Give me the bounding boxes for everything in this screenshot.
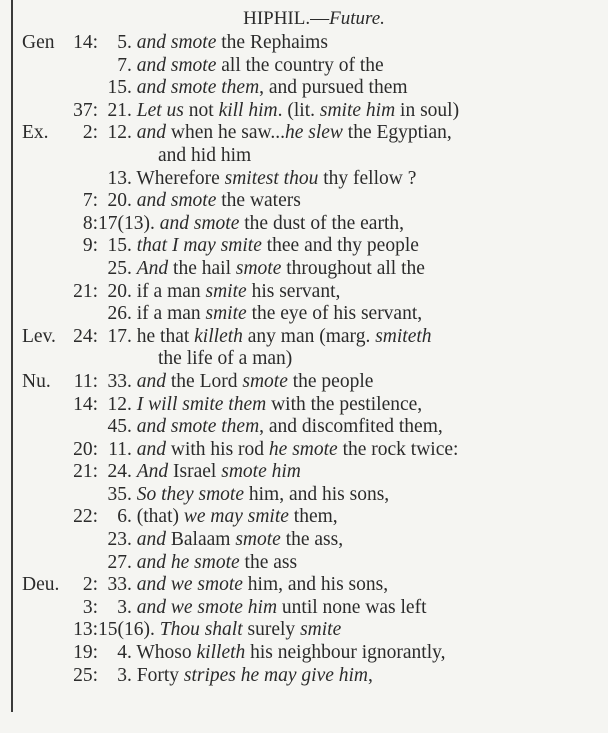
emphasized-text: smite (205, 303, 247, 325)
emphasized-text: And (136, 257, 169, 279)
entry-line (0, 574, 608, 597)
emphasized-text: he slew (284, 122, 343, 144)
emphasized-text: smote him (221, 461, 301, 483)
entry-text (98, 258, 425, 281)
verse-ref: 12 (107, 393, 127, 415)
plain-text: his neighbour ignorantly, (245, 642, 446, 664)
chapter-ref: 2: (82, 574, 98, 596)
entry-line (0, 32, 608, 55)
chapter-ref: 25: (73, 664, 98, 686)
entry-list (0, 32, 608, 687)
emphasized-text: killeth (196, 642, 246, 664)
emphasized-text: Thou shalt (159, 619, 243, 641)
plain-text: the ass, (280, 529, 344, 551)
verse-dot: . (127, 235, 137, 257)
book-name: Deu. (22, 574, 60, 596)
entry-line (0, 394, 608, 417)
verse-ref: 17 (107, 325, 127, 347)
emphasized-text: and smote them (136, 77, 260, 99)
entry-line (0, 619, 608, 642)
plain-text: the dust of the earth, (239, 212, 404, 234)
entry-text (98, 32, 328, 55)
emphasized-text: and he smote (136, 551, 240, 573)
plain-text: the people (287, 370, 374, 392)
entry-line (0, 258, 608, 281)
entry-line (0, 597, 608, 620)
chapter-ref: 7: (82, 190, 98, 212)
emphasized-text: And (136, 461, 169, 483)
plain-text: them, (288, 506, 338, 528)
emphasized-text: killeth (194, 325, 243, 347)
verse-dot: . (127, 438, 137, 460)
plain-text: with his rod (166, 438, 269, 460)
entry-line (0, 281, 608, 304)
entry-line (0, 303, 608, 326)
emphasized-text: smite him (319, 99, 396, 121)
plain-text: Whoso (136, 642, 197, 664)
plain-text: until none was left (277, 596, 427, 618)
verse-ref: 11 (108, 438, 127, 460)
verse-ref: 45 (107, 416, 127, 438)
verse-ref: 3 (117, 596, 127, 618)
plain-text: any man (marg. (242, 325, 376, 347)
verse-dot: . (127, 461, 137, 483)
verse-ref: 27 (107, 551, 127, 573)
entry-text (158, 348, 292, 371)
emphasized-text: stripes he may give him (183, 664, 369, 686)
entry-line (0, 77, 608, 100)
emphasized-text: and smote (136, 32, 217, 53)
verse-dot: . (127, 506, 137, 528)
entry-text (98, 303, 422, 326)
verse-dot: . (127, 483, 137, 505)
chapter-ref: 21: (73, 461, 98, 483)
emphasized-text: and (136, 438, 166, 460)
plain-text: the rock twice: (337, 438, 459, 460)
entry-text (98, 213, 404, 236)
verse-dot: . (127, 303, 137, 325)
plain-text: the Lord (166, 370, 243, 392)
emphasized-text: and (136, 370, 166, 392)
chapter-ref: 9: (82, 235, 98, 257)
entry-line (0, 348, 608, 371)
emphasized-text: Let us (136, 99, 184, 121)
chapter-ref: 8: (82, 212, 98, 234)
verse-ref: 20 (107, 190, 127, 212)
emphasized-text: and (136, 529, 166, 551)
entry-line (0, 461, 608, 484)
chapter-ref: 22: (73, 506, 98, 528)
chapter-ref: 3: (82, 596, 98, 618)
plain-text: not (183, 99, 219, 121)
plain-text: thy fellow ? (318, 167, 417, 189)
entry-text (98, 484, 389, 507)
chapter-ref: 24: (73, 325, 98, 347)
section-heading (0, 6, 608, 32)
verse-ref: 12 (107, 122, 127, 144)
plain-text: , and discomfited them, (259, 416, 443, 438)
plain-text: the waters (216, 190, 301, 212)
entry-text (98, 168, 416, 191)
chapter-ref: 14: (73, 393, 98, 415)
plain-text: Balaam (166, 529, 236, 551)
chapter-ref: 11: (73, 370, 98, 392)
entry-line (0, 145, 608, 168)
emphasized-text: smote (242, 370, 288, 392)
entry-text (98, 552, 297, 575)
verse-ref: 7 (117, 54, 127, 76)
verse-ref: 23 (107, 529, 127, 551)
entry-text (98, 122, 452, 145)
plain-text: his servant, (246, 280, 341, 302)
entry-line (0, 665, 608, 688)
plain-text: the life of a man) (158, 348, 293, 370)
verse-dot: . (127, 77, 137, 99)
plain-text: , and pursued them (259, 77, 408, 99)
heading-main: HIPHIL.— (243, 8, 330, 29)
entry-text (98, 461, 301, 484)
verse-ref: 15(16) (98, 619, 150, 641)
book-name: Gen (22, 32, 55, 53)
heading-sub: Future. (329, 8, 385, 29)
verse-dot: . (127, 190, 137, 212)
plain-text: in soul) (395, 99, 460, 121)
entry-text (98, 281, 340, 304)
plain-text: he that (136, 325, 195, 347)
entry-text (98, 439, 458, 462)
verse-dot: . (127, 54, 137, 76)
emphasized-text: and (136, 122, 166, 144)
plain-text: him, and his sons, (243, 483, 390, 505)
book-name: Ex. (22, 122, 49, 144)
plain-text: Israel (168, 461, 222, 483)
plain-text: with the pestilence, (266, 393, 423, 415)
plain-text: the eye of his servant, (246, 303, 423, 325)
plain-text: throughout all the (281, 257, 425, 279)
plain-text: all the country of the (216, 54, 384, 76)
verse-dot: . (127, 596, 137, 618)
entry-text (98, 55, 384, 78)
chapter-ref: 14: (73, 32, 98, 53)
entry-text (98, 394, 422, 417)
entry-text (158, 145, 251, 168)
emphasized-text: and smote (136, 54, 217, 76)
verse-dot: . (127, 280, 137, 302)
entry-line (0, 552, 608, 575)
verse-dot: . (127, 32, 137, 53)
chapter-ref: 2: (82, 122, 98, 144)
plain-text: if a man (136, 303, 206, 325)
verse-ref: 33 (107, 370, 127, 392)
entry-line (0, 439, 608, 462)
emphasized-text: kill him (218, 99, 278, 121)
plain-text: (that) (136, 506, 184, 528)
entry-text (98, 326, 432, 349)
entry-line (0, 235, 608, 258)
chapter-ref: 13: (73, 619, 98, 641)
plain-text: the hail (168, 257, 236, 279)
entry-line (0, 190, 608, 213)
plain-text: and hid him (158, 144, 252, 166)
verse-dot: . (127, 529, 137, 551)
emphasized-text: and we smote him (136, 596, 278, 618)
emphasized-text: he smote (268, 438, 338, 460)
chapter-ref: 20: (73, 438, 98, 460)
emphasized-text: smite (300, 619, 342, 641)
entry-line (0, 213, 608, 236)
entry-line (0, 100, 608, 123)
emphasized-text: and smote (136, 190, 217, 212)
plain-text: . (lit. (277, 99, 320, 121)
verse-ref: 17(13) (98, 212, 150, 234)
chapter-ref: 21: (73, 280, 98, 302)
entry-line (0, 416, 608, 439)
entry-text (98, 77, 408, 100)
plain-text: Forty (136, 664, 184, 686)
book-name: Nu. (22, 370, 51, 392)
plain-text: him, and his sons, (242, 574, 389, 596)
emphasized-text: smiteth (375, 325, 432, 347)
entry-text (98, 619, 341, 642)
verse-dot: . (150, 619, 160, 641)
verse-ref: 26 (107, 303, 127, 325)
concordance-page (0, 6, 608, 687)
verse-dot: . (127, 257, 137, 279)
plain-text: surely (242, 619, 301, 641)
entry-text (98, 190, 301, 213)
chapter-ref: 37: (73, 99, 98, 121)
verse-dot: . (127, 574, 137, 596)
entry-text (98, 416, 443, 439)
emphasized-text: smitest thou (224, 167, 319, 189)
book-name: Lev. (22, 325, 56, 347)
emphasized-text: and smote (159, 212, 240, 234)
emphasized-text: and we smote (136, 574, 243, 596)
verse-dot: . (127, 551, 137, 573)
entry-text (98, 529, 343, 552)
emphasized-text: smite (205, 280, 247, 302)
plain-text: the Rephaims (216, 32, 328, 53)
entry-line (0, 122, 608, 145)
verse-ref: 24 (107, 461, 127, 483)
entry-text (98, 100, 459, 123)
entry-text (98, 642, 445, 665)
plain-text: Wherefore (136, 167, 225, 189)
entry-text (98, 506, 338, 529)
emphasized-text: smote (235, 529, 281, 551)
emphasized-text: So they smote (136, 483, 244, 505)
verse-ref: 4 (117, 642, 127, 664)
verse-ref: 20 (107, 280, 127, 302)
entry-line (0, 529, 608, 552)
verse-ref: 6 (117, 506, 127, 528)
verse-ref: 33 (107, 574, 127, 596)
entry-line (0, 326, 608, 349)
verse-dot: . (127, 416, 137, 438)
verse-dot: . (127, 99, 137, 121)
plain-text: thee and thy people (261, 235, 419, 257)
entry-line (0, 371, 608, 394)
emphasized-text: smote (235, 257, 282, 279)
entry-text (98, 371, 373, 394)
verse-ref: 13 (107, 167, 127, 189)
verse-dot: . (127, 167, 137, 189)
verse-ref: 5 (117, 32, 127, 53)
verse-ref: 15 (107, 77, 127, 99)
verse-dot: . (127, 642, 137, 664)
chapter-ref: 19: (73, 642, 98, 664)
plain-text: if a man (136, 280, 206, 302)
verse-ref: 25 (107, 257, 127, 279)
entry-text (98, 235, 419, 258)
entry-line (0, 168, 608, 191)
verse-ref: 15 (107, 235, 127, 257)
entry-text (98, 665, 373, 688)
entry-text (98, 597, 427, 620)
plain-text: the ass (239, 551, 298, 573)
entry-line (0, 642, 608, 665)
verse-dot: . (127, 370, 137, 392)
emphasized-text: I will smite them (136, 393, 267, 415)
verse-dot: . (127, 325, 137, 347)
verse-ref: 21 (107, 99, 127, 121)
entry-line (0, 55, 608, 78)
plain-text: the Egyptian, (342, 122, 452, 144)
emphasized-text: that I may smite (136, 235, 262, 257)
entry-text (98, 574, 388, 597)
verse-ref: 3 (117, 664, 127, 686)
verse-dot: . (127, 664, 137, 686)
entry-line (0, 484, 608, 507)
plain-text: when he saw... (166, 122, 285, 144)
plain-text: , (368, 664, 373, 686)
verse-dot: . (150, 212, 160, 234)
emphasized-text: and smote them (136, 416, 260, 438)
verse-ref: 35 (107, 483, 127, 505)
verse-dot: . (127, 393, 137, 415)
entry-line (0, 506, 608, 529)
verse-dot: . (127, 122, 137, 144)
emphasized-text: we may smite (183, 506, 289, 528)
